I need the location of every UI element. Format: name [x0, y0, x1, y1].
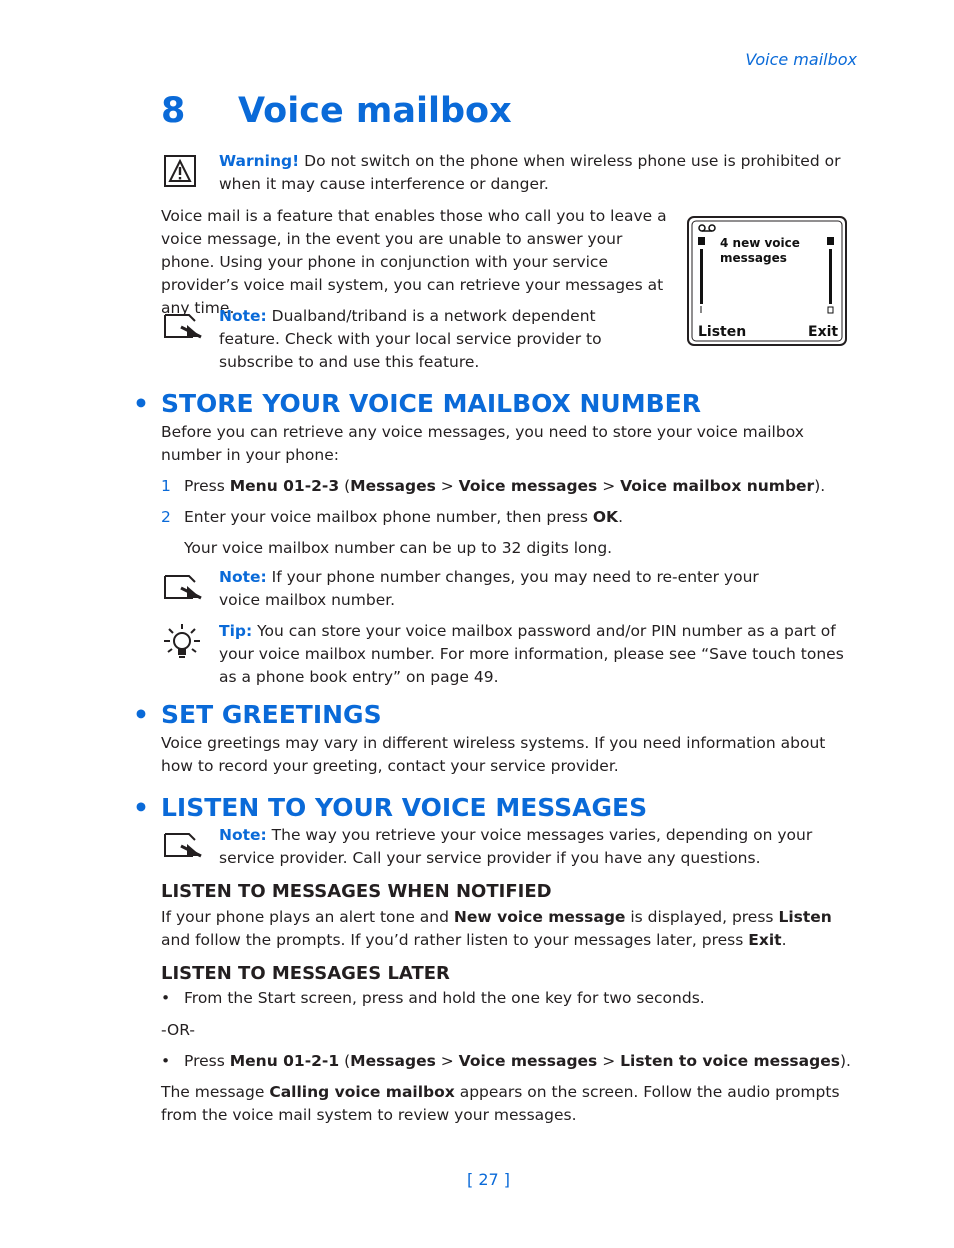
- section-heading-store: [133, 389, 701, 419]
- tip-body: You can store your voice mailbox password and/or PIN number as a part of your voice mailbox number. For more information, please see “Save touch tones as a phone book entry” on page 49.: [219, 622, 844, 686]
- note-retrieve-varies: [219, 824, 853, 870]
- separator: >: [597, 477, 621, 495]
- step-text: .: [618, 508, 623, 526]
- note-icon: [161, 572, 205, 607]
- section-title: LISTEN TO YOUR VOICE MESSAGES: [161, 793, 648, 822]
- step-text: ).: [814, 477, 826, 495]
- step-2-detail: Your voice mailbox number can be up to 32 digits long.: [184, 539, 613, 557]
- ok-key-label: OK: [592, 508, 619, 526]
- calling-voice-mailbox-text: [161, 1081, 853, 1127]
- step-2: [161, 506, 853, 529]
- separator: >: [597, 1052, 621, 1070]
- list-item-text: Press: [184, 1052, 230, 1070]
- menu-item-listen-to-voice-messages: Listen to voice messages: [620, 1052, 840, 1070]
- phone-softkey-listen: Listen: [698, 324, 747, 340]
- ui-exit: Exit: [748, 931, 782, 949]
- section-bullet: •: [133, 700, 149, 729]
- step-text: Press: [184, 477, 230, 495]
- list-bullet: •: [161, 989, 171, 1007]
- body-text: is displayed, press: [625, 908, 779, 926]
- section-title: STORE YOUR VOICE MAILBOX NUMBER: [161, 389, 701, 418]
- chapter-title: Voice mailbox: [238, 91, 512, 131]
- menu-item-voice-mailbox-number: Voice mailbox number: [620, 477, 815, 495]
- list-item-text: (: [339, 1052, 351, 1070]
- page-number: [ 27 ]: [466, 1170, 510, 1189]
- list-bullet: •: [161, 1052, 171, 1070]
- separator: >: [435, 477, 459, 495]
- subheading-later: LISTEN TO MESSAGES LATER: [161, 963, 450, 984]
- when-notified-text: [161, 906, 853, 952]
- warning-label: Warning!: [219, 152, 300, 170]
- intro-paragraph: Voice mail is a feature that enables those who call you to leave a voice message, in the event you are unable to answer your phone. Using your phone in conjunction with your service provider’s voice mail system, you can retrieve your messages at any time.: [161, 207, 667, 317]
- note-icon: [161, 311, 205, 346]
- phone-screen-illustration: [687, 216, 847, 346]
- note-label: Note:: [219, 826, 267, 844]
- list-item-text: ).: [839, 1052, 851, 1070]
- section-title: SET GREETINGS: [161, 700, 382, 729]
- note-label: Note:: [219, 568, 267, 586]
- section-bullet: •: [133, 389, 149, 418]
- section-store-intro: Before you can retrieve any voice messages, you need to store your voice mailbox number in your phone:: [161, 423, 804, 464]
- section-bullet: •: [133, 793, 149, 822]
- chapter-number: 8: [161, 91, 186, 131]
- step-1: [161, 475, 853, 498]
- lightbulb-tip-icon: [162, 622, 202, 669]
- list-item-text: From the Start screen, press and hold the one key for two seconds.: [184, 989, 705, 1007]
- tip-label: Tip:: [219, 622, 253, 640]
- section-heading-listen: [133, 793, 647, 823]
- body-text: The message: [161, 1083, 270, 1101]
- list-item: [161, 1050, 853, 1073]
- phone-screen-line1: 4 new voice: [720, 236, 800, 250]
- separator: >: [435, 1052, 459, 1070]
- menu-path: Menu 01-2-3: [229, 477, 340, 495]
- note-body: Dualband/triband is a network dependent feature. Check with your local service provider to subscribe to and use this feature.: [219, 307, 602, 371]
- body-text: appears on the screen. Follow the audio prompts from the voice mail system to review your messages.: [161, 1083, 840, 1124]
- warning-icon: [161, 154, 197, 195]
- tip-password: [219, 620, 853, 689]
- note-number-change: [219, 566, 799, 612]
- menu-item-voice-messages: Voice messages: [458, 477, 598, 495]
- section-heading-greetings: [133, 700, 382, 730]
- warning-text: [219, 150, 853, 196]
- ui-new-voice-message: New voice message: [453, 908, 626, 926]
- warning-body: Do not switch on the phone when wireless phone use is prohibited or when it may cause interference or danger.: [219, 152, 841, 193]
- menu-item-voice-messages: Voice messages: [458, 1052, 598, 1070]
- note-body: If your phone number changes, you may need to re-enter your voice mailbox number.: [219, 568, 759, 609]
- note-dualband: [219, 305, 659, 374]
- section-greetings-text: Voice greetings may vary in different wireless systems. If you need information about how to record your greeting, contact your service provider.: [161, 734, 826, 775]
- phone-softkey-exit: Exit: [808, 324, 839, 340]
- body-text: .: [781, 931, 787, 949]
- list-item: [161, 987, 853, 1010]
- step-number: 2: [161, 508, 171, 526]
- menu-path: Menu 01-2-1: [229, 1052, 340, 1070]
- or-separator: -OR-: [161, 1021, 195, 1039]
- step-text: (: [339, 477, 351, 495]
- step-text: Enter your voice mailbox phone number, then press: [184, 508, 593, 526]
- menu-item-messages: Messages: [350, 477, 436, 495]
- step-number: 1: [161, 477, 171, 495]
- phone-screen-line2: messages: [720, 251, 787, 265]
- running-head: Voice mailbox: [745, 50, 857, 69]
- note-body: The way you retrieve your voice messages varies, depending on your service provider. Call your service provider if you have any questions.: [219, 826, 813, 867]
- subheading-when-notified: LISTEN TO MESSAGES WHEN NOTIFIED: [161, 881, 552, 902]
- ui-calling-voice-mailbox: Calling voice mailbox: [269, 1083, 455, 1101]
- note-label: Note:: [219, 307, 267, 325]
- menu-item-messages: Messages: [350, 1052, 436, 1070]
- body-text: If your phone plays an alert tone and: [161, 908, 454, 926]
- chapter-heading: [161, 86, 512, 136]
- body-text: and follow the prompts. If you’d rather listen to your messages later, press: [161, 931, 749, 949]
- ui-listen: Listen: [778, 908, 832, 926]
- note-icon: [161, 830, 205, 865]
